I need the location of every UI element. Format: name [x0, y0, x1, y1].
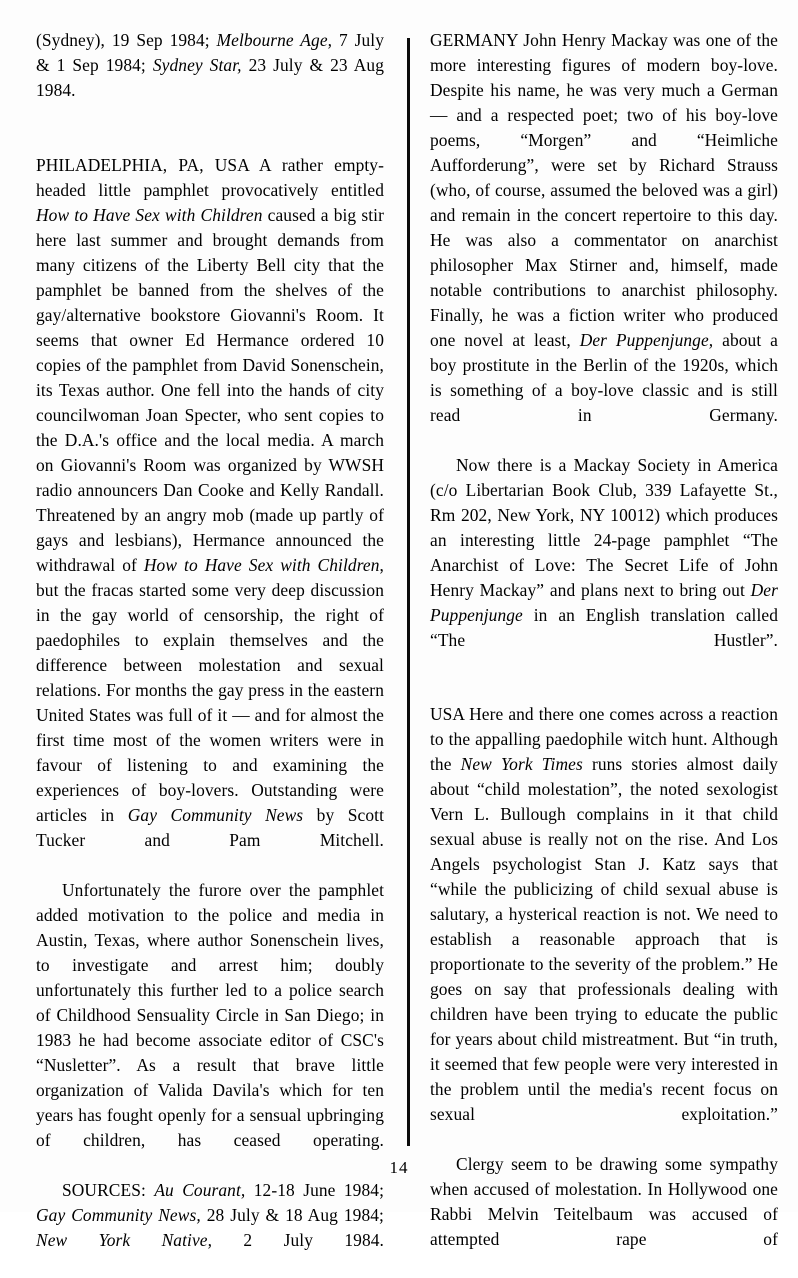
body-text-run: Now there is a Mackay Society in America (c/o Libertarian Book Club, 339 Lafayette St., Rm 202, New York, NY 10012) which produces an interesting little 24-page pamphlet “The Anarchist of Love: The Secret Life of John Henry Mackay” and plans next to bring out — [430, 455, 778, 600]
body-text-run: caused a big stir here last summer and brought demands from many citizens of the Liberty Bell city that the pamphlet be banned from the shelves of the gay/alternative bookstore Giovanni's Room. It seems that owner Ed Hermance ordered 10 copies of the pamphlet from David Sonenschein, its Texas author. One fell into the hands of city councilwoman Joan Specter, who sent copies to the D.A.'s office and the local media. A march on Giovanni's Room was organized by WWSH radio announcers Dan Cooke and Kelly Randall. Threatened by an angry mob (made up partly of gays and lesbians), Hermance announced the withdrawal of — [36, 205, 384, 575]
paragraph-mackay-society — [430, 453, 778, 678]
body-text-run: PHILADELPHIA, PA, USA A rather empty-headed little pamphlet provocatively entitled — [36, 155, 384, 200]
body-text-run: GERMANY John Henry Mackay was one of the more interesting figures of modern boy-love. Despite his name, he was very much a German — and a respected poet; two of his boy-love poems, “Morgen” and “Heimliche Aufforderung”, were set by Richard Strauss (who, of course, assumed the beloved was a girl) and remain in the concert repertoire to this day. He was also a commentator on anarchist philosopher Max Stirner and, himself, made notable contributions to anarchist philosophy. Finally, he was a fiction writer who produced one novel at least, — [430, 30, 778, 350]
italic-title: Der Puppenjunge — [430, 580, 778, 625]
paragraph-usa-item — [430, 702, 778, 1152]
page-number: 14 — [389, 1158, 409, 1177]
paragraph-sources-philadelphia — [36, 1178, 384, 1278]
right-column — [430, 28, 778, 1277]
body-text-run: 12-18 June 1984; — [245, 1180, 384, 1200]
body-text-run: by Scott Tucker and Pam Mitchell. — [36, 805, 384, 850]
italic-title: Gay Community News, — [36, 1205, 201, 1225]
body-text-run: 28 July & 18 Aug 1984; — [200, 1205, 384, 1225]
italic-title: Der Puppenjunge, — [579, 330, 714, 350]
italic-title: How to Have Sex with Children — [143, 555, 380, 575]
body-text-run: (Sydney), 19 Sep 1984; — [36, 30, 217, 50]
body-text-run: 7 July & 1 Sep 1984; — [36, 30, 385, 75]
body-text-run: USA Here and there one comes across a reaction to the appalling paedophile witch hunt. Although the — [430, 704, 778, 774]
italic-title: Gay Community News — [127, 805, 304, 825]
italic-title: New York Times — [460, 754, 583, 774]
body-text-run: about a boy prostitute in the Berlin of the 1920s, which is something of a boy-love classic and is still read in Germany. — [430, 330, 778, 425]
body-text-run: 23 July & 23 Aug 1984. — [36, 55, 384, 100]
italic-title: New York Native, — [36, 1230, 213, 1250]
paragraph-sources-continued — [36, 28, 384, 128]
body-text-run: , but the fracas started some very deep discussion in the gay world of censorship, the right of paedophiles to explain themselves and the difference between molestation and sexual relations. For months the gay press in the eastern United States was full of it — and for almost the first time most of the women writers were in favour of listening to and examining the experiences of boy-lovers. Outstanding were articles in — [36, 555, 384, 825]
body-text-run: 2 July 1984. — [212, 1230, 384, 1250]
left-column — [36, 28, 384, 1278]
body-text-run: Unfortunately the furore over the pamphlet added motivation to the police and media in Austin, Texas, where author Sonenschein lives, to investigate and arrest him; doubly unfortunately this further led to a police search of Childhood Sensuality Circle in San Diego; in 1983 he had become associate editor of CSC's “Nusletter”. As a result that brave little organization of Valida Davila's which for ten years has fought openly for a sensual upbringing of children, has ceased operating. — [36, 880, 384, 1150]
italic-title: Au Courant, — [154, 1180, 246, 1200]
body-text-run: Clergy seem to be drawing some sympathy when accused of molestation. In Hollywood one Rabbi Melvin Teitelbaum was accused of attempted rape of — [430, 1154, 778, 1249]
italic-title: How to Have Sex with Children — [36, 205, 263, 225]
paragraph-philadelphia-item — [36, 153, 384, 878]
column-divider-rule — [407, 38, 410, 1146]
body-text-run: in an English translation called “The Hustler”. — [430, 605, 778, 650]
paragraph-austin — [36, 878, 384, 1178]
body-text-run: runs stories almost daily about “child molestation”, the noted sexologist Vern L. Bullough complains in it that child sexual abuse is really not on the rise. And Los Angels psychologist Stan J. Katz says that “while the publicizing of child sexual abuse is salutary, a hysterical reaction is not. We need to establish a reasonable approach that is proportionate to the severity of the problem.” He goes on say that professionals dealing with children have been trying to educate the public for years about child mistreatment. But “in truth, it seemed that few people were very interested in the problem until the media's recent focus on sexual exploitation.” — [430, 754, 778, 1124]
paragraph-germany-item — [430, 28, 778, 453]
italic-title: Melbourne Age, — [216, 30, 333, 50]
body-text-run: SOURCES: — [62, 1180, 155, 1200]
italic-title: Sydney Star, — [152, 55, 242, 75]
